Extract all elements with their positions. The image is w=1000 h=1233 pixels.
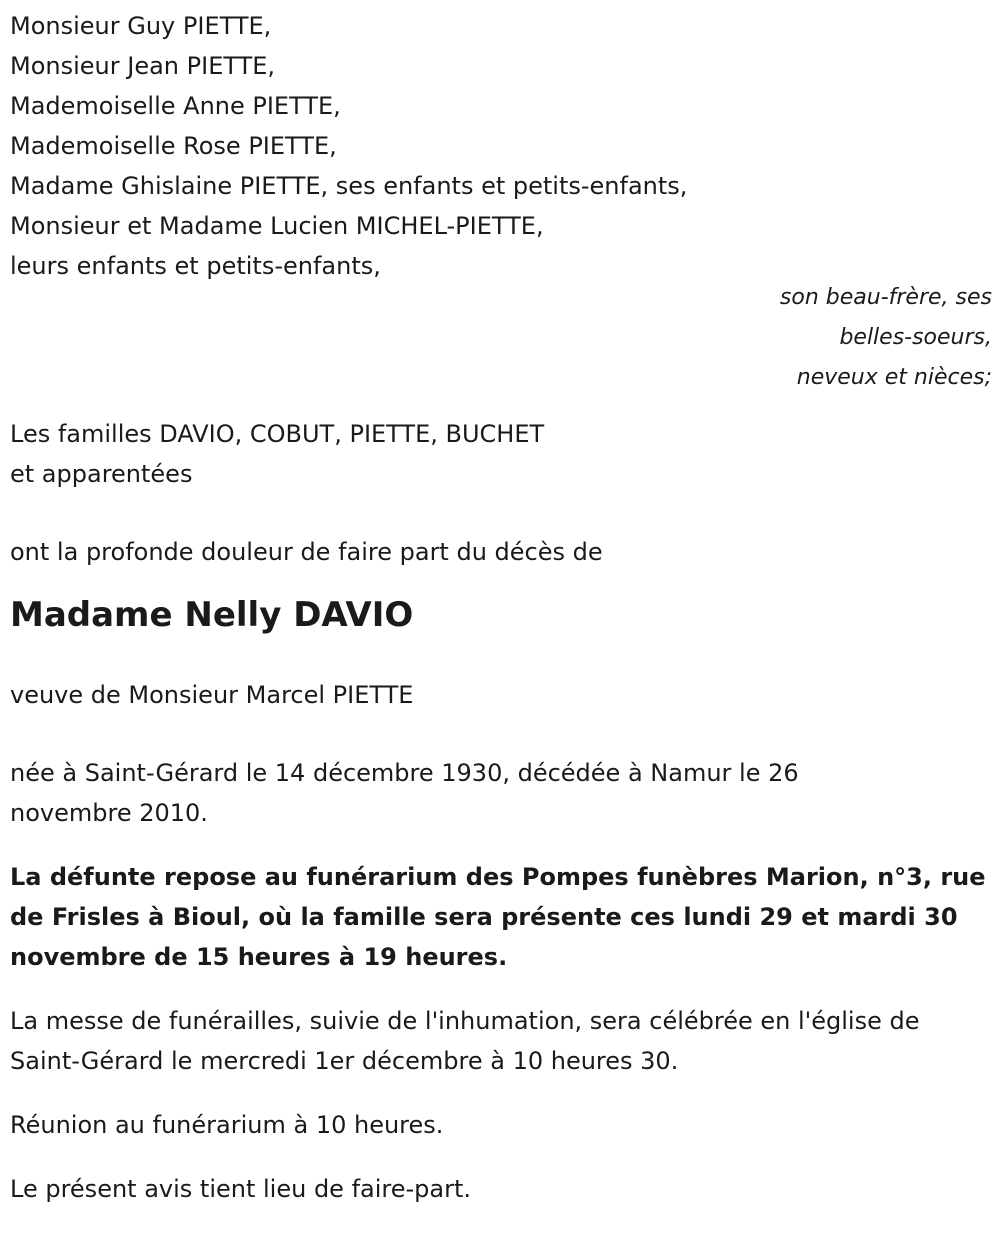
families-line: et apparentées [10, 460, 193, 488]
family-line: Madame Ghislaine PIETTE, ses enfants et petits-enfants, [10, 172, 688, 200]
funerarium-paragraph: La défunte repose au funérarium des Pompes funèbres Marion, n°3, rue de Frisles à Bioul, où la famille sera présente ces lundi 29 et mardi 30 novembre de 15 heures à 19 heures. [10, 863, 986, 971]
relation-line: neveux et nièces; [796, 365, 992, 390]
family-relation [10, 278, 992, 398]
relation-line: son beau-frère, ses [779, 285, 992, 310]
family-line: Mademoiselle Anne PIETTE, [10, 92, 341, 120]
deceased-name: Madame Nelly DAVIO [10, 595, 414, 635]
meeting-text: Réunion au funérarium à 10 heures. [10, 1111, 444, 1139]
family-line: Mademoiselle Rose PIETTE, [10, 132, 337, 160]
widow-of-text: veuve de Monsieur Marcel PIETTE [10, 681, 414, 709]
relation-line: belles-soeurs, [839, 325, 992, 350]
announcement-text: ont la profonde douleur de faire part du décès de [10, 538, 603, 566]
birth-death-text: née à Saint-Gérard le 14 décembre 1930, décédée à Namur le 26 novembre 2010. [10, 759, 799, 827]
family-line: Monsieur et Madame Lucien MICHEL-PIETTE, [10, 212, 544, 240]
family-list [10, 6, 992, 286]
mass-paragraph: La messe de funérailles, suivie de l'inhumation, sera célébrée en l'église de Saint-Gérard le mercredi 1er décembre à 10 heures 30. [10, 1007, 920, 1075]
family-line: Monsieur Guy PIETTE, [10, 12, 272, 40]
obituary-notice [10, 6, 992, 1233]
families-line: Les familles DAVIO, COBUT, PIETTE, BUCHET [10, 420, 545, 448]
notice-text: Le présent avis tient lieu de faire-part. [10, 1175, 472, 1203]
families-block [10, 414, 992, 494]
family-line: Monsieur Jean PIETTE, [10, 52, 276, 80]
family-line: leurs enfants et petits-enfants, [10, 252, 381, 280]
